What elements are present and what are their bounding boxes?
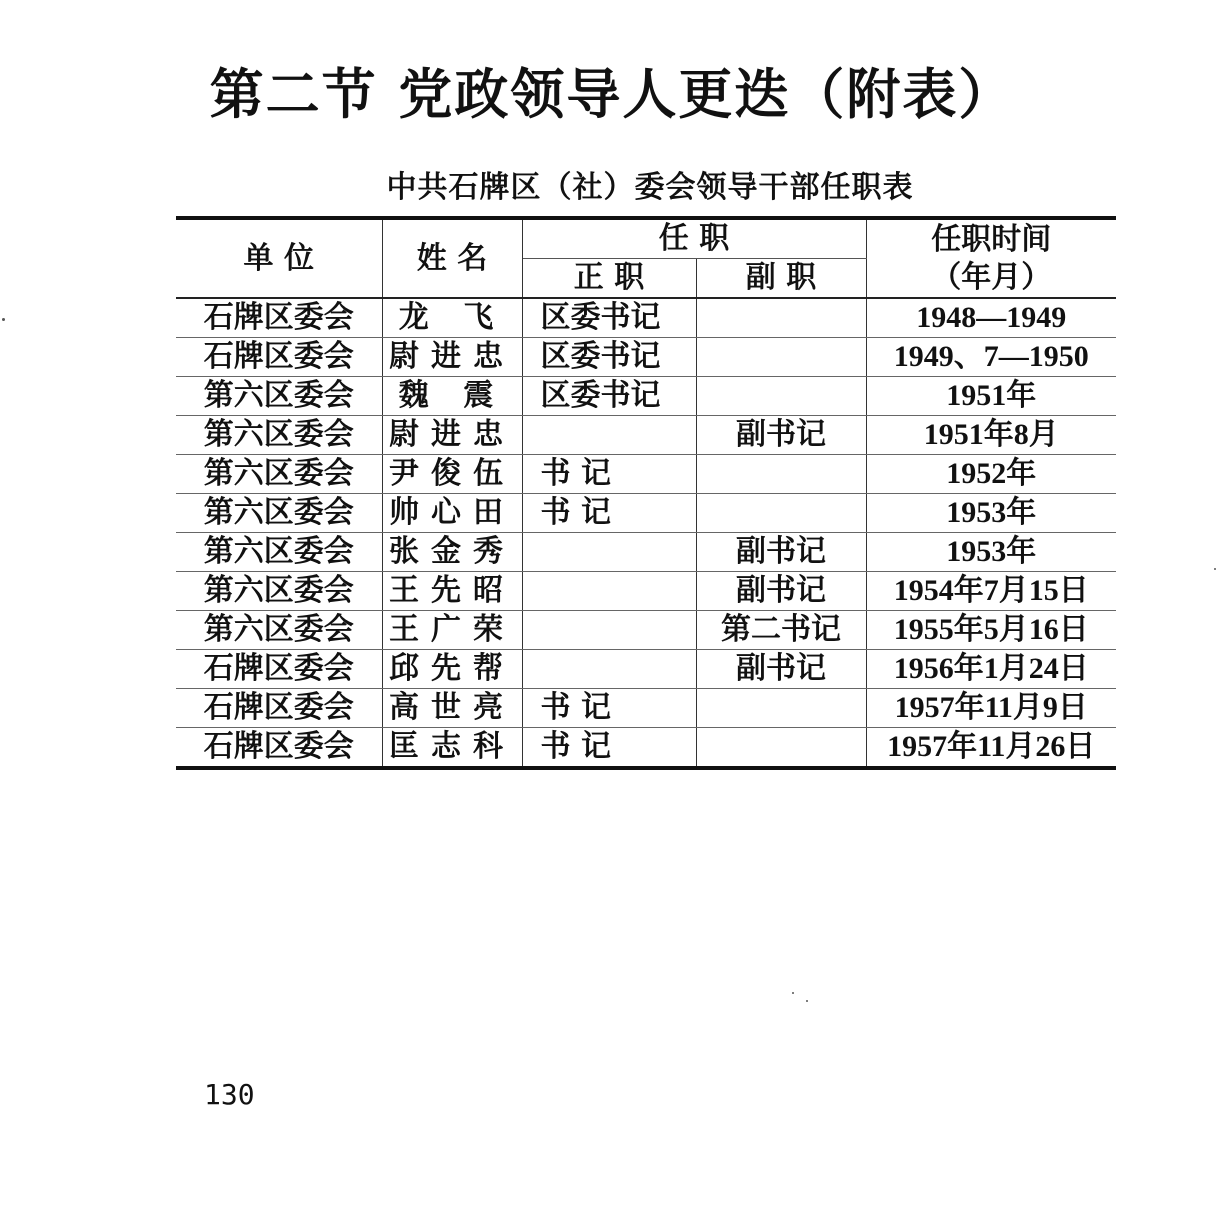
cell-deputy-duty bbox=[696, 494, 866, 533]
cell-deputy-duty: 副书记 bbox=[696, 533, 866, 572]
table-row bbox=[176, 650, 1116, 689]
cell-main-duty: 区委书记 bbox=[522, 298, 696, 338]
cell-unit: 石牌区委会 bbox=[176, 338, 382, 377]
cell-main-duty bbox=[522, 416, 696, 455]
cell-unit: 第六区委会 bbox=[176, 611, 382, 650]
cell-unit: 石牌区委会 bbox=[176, 298, 382, 338]
cell-name: 高世亮 bbox=[382, 689, 522, 728]
header-time-line2: （年月） bbox=[931, 259, 1052, 295]
table-row bbox=[176, 572, 1116, 611]
table-row bbox=[176, 298, 1116, 338]
cell-time: 1951年8月 bbox=[866, 416, 1116, 455]
cell-time: 1957年11月26日 bbox=[866, 728, 1116, 769]
cell-unit: 第六区委会 bbox=[176, 416, 382, 455]
cell-name: 王广荣 bbox=[382, 611, 522, 650]
header-row-top bbox=[176, 218, 1116, 259]
table-row bbox=[176, 455, 1116, 494]
cell-main-duty: 区委书记 bbox=[522, 338, 696, 377]
cell-deputy-duty: 副书记 bbox=[696, 416, 866, 455]
header-duty: 任 职 bbox=[522, 218, 866, 259]
cell-unit: 石牌区委会 bbox=[176, 650, 382, 689]
cell-deputy-duty bbox=[696, 377, 866, 416]
table-row bbox=[176, 377, 1116, 416]
cell-name: 尉进忠 bbox=[382, 338, 522, 377]
cell-name: 尹俊伍 bbox=[382, 455, 522, 494]
cell-time: 1951年 bbox=[866, 377, 1116, 416]
cell-name: 魏 震 bbox=[382, 377, 522, 416]
cell-name: 邱先帮 bbox=[382, 650, 522, 689]
cell-unit: 第六区委会 bbox=[176, 572, 382, 611]
cell-deputy-duty bbox=[696, 728, 866, 769]
cell-unit: 第六区委会 bbox=[176, 377, 382, 416]
cell-deputy-duty: 第二书记 bbox=[696, 611, 866, 650]
table-row bbox=[176, 689, 1116, 728]
header-main-duty: 正 职 bbox=[522, 259, 696, 299]
table-row bbox=[176, 728, 1116, 769]
cell-unit: 石牌区委会 bbox=[176, 728, 382, 769]
cell-main-duty bbox=[522, 533, 696, 572]
cell-time: 1952年 bbox=[866, 455, 1116, 494]
cell-time: 1957年11月9日 bbox=[866, 689, 1116, 728]
cell-main-duty: 书 记 bbox=[522, 455, 696, 494]
cell-deputy-duty: 副书记 bbox=[696, 650, 866, 689]
cell-deputy-duty bbox=[696, 338, 866, 377]
page-number: 130 bbox=[204, 1078, 255, 1111]
cell-time: 1953年 bbox=[866, 494, 1116, 533]
cell-main-duty: 书 记 bbox=[522, 728, 696, 769]
cell-time: 1954年7月15日 bbox=[866, 572, 1116, 611]
cell-main-duty bbox=[522, 611, 696, 650]
header-time bbox=[866, 218, 1116, 298]
cell-name: 匡志科 bbox=[382, 728, 522, 769]
header-deputy-duty: 副 职 bbox=[696, 259, 866, 299]
cell-time: 1956年1月24日 bbox=[866, 650, 1116, 689]
header-unit: 单 位 bbox=[176, 218, 382, 298]
table-row bbox=[176, 416, 1116, 455]
cell-deputy-duty bbox=[696, 689, 866, 728]
leadership-table bbox=[176, 216, 1116, 770]
cell-unit: 第六区委会 bbox=[176, 455, 382, 494]
section-title: 第二节 党政领导人更迭（附表） bbox=[209, 62, 1015, 126]
cell-name: 龙 飞 bbox=[382, 298, 522, 338]
cell-main-duty: 书 记 bbox=[522, 494, 696, 533]
cell-name: 尉进忠 bbox=[382, 416, 522, 455]
cell-time: 1955年5月16日 bbox=[866, 611, 1116, 650]
cell-main-duty: 书 记 bbox=[522, 689, 696, 728]
cell-unit: 第六区委会 bbox=[176, 533, 382, 572]
table-row bbox=[176, 494, 1116, 533]
cell-name: 张金秀 bbox=[382, 533, 522, 572]
table-title: 中共石牌区（社）委会领导干部任职表 bbox=[386, 170, 914, 205]
cell-unit: 第六区委会 bbox=[176, 494, 382, 533]
scan-speck bbox=[1214, 568, 1216, 570]
cell-name: 帅心田 bbox=[382, 494, 522, 533]
header-time-line1: 任职时间 bbox=[931, 221, 1052, 257]
header-name: 姓 名 bbox=[382, 218, 522, 298]
cell-main-duty bbox=[522, 572, 696, 611]
cell-time: 1948—1949 bbox=[866, 298, 1116, 338]
table-row bbox=[176, 533, 1116, 572]
cell-main-duty: 区委书记 bbox=[522, 377, 696, 416]
cell-deputy-duty: 副书记 bbox=[696, 572, 866, 611]
cell-deputy-duty bbox=[696, 298, 866, 338]
scan-speck bbox=[792, 992, 794, 994]
cell-time: 1949、7—1950 bbox=[866, 338, 1116, 377]
cell-name: 王先昭 bbox=[382, 572, 522, 611]
scan-speck bbox=[806, 1000, 808, 1002]
cell-time: 1953年 bbox=[866, 533, 1116, 572]
table-row bbox=[176, 611, 1116, 650]
table-row bbox=[176, 338, 1116, 377]
cell-main-duty bbox=[522, 650, 696, 689]
scan-speck bbox=[2, 318, 5, 321]
cell-deputy-duty bbox=[696, 455, 866, 494]
cell-unit: 石牌区委会 bbox=[176, 689, 382, 728]
